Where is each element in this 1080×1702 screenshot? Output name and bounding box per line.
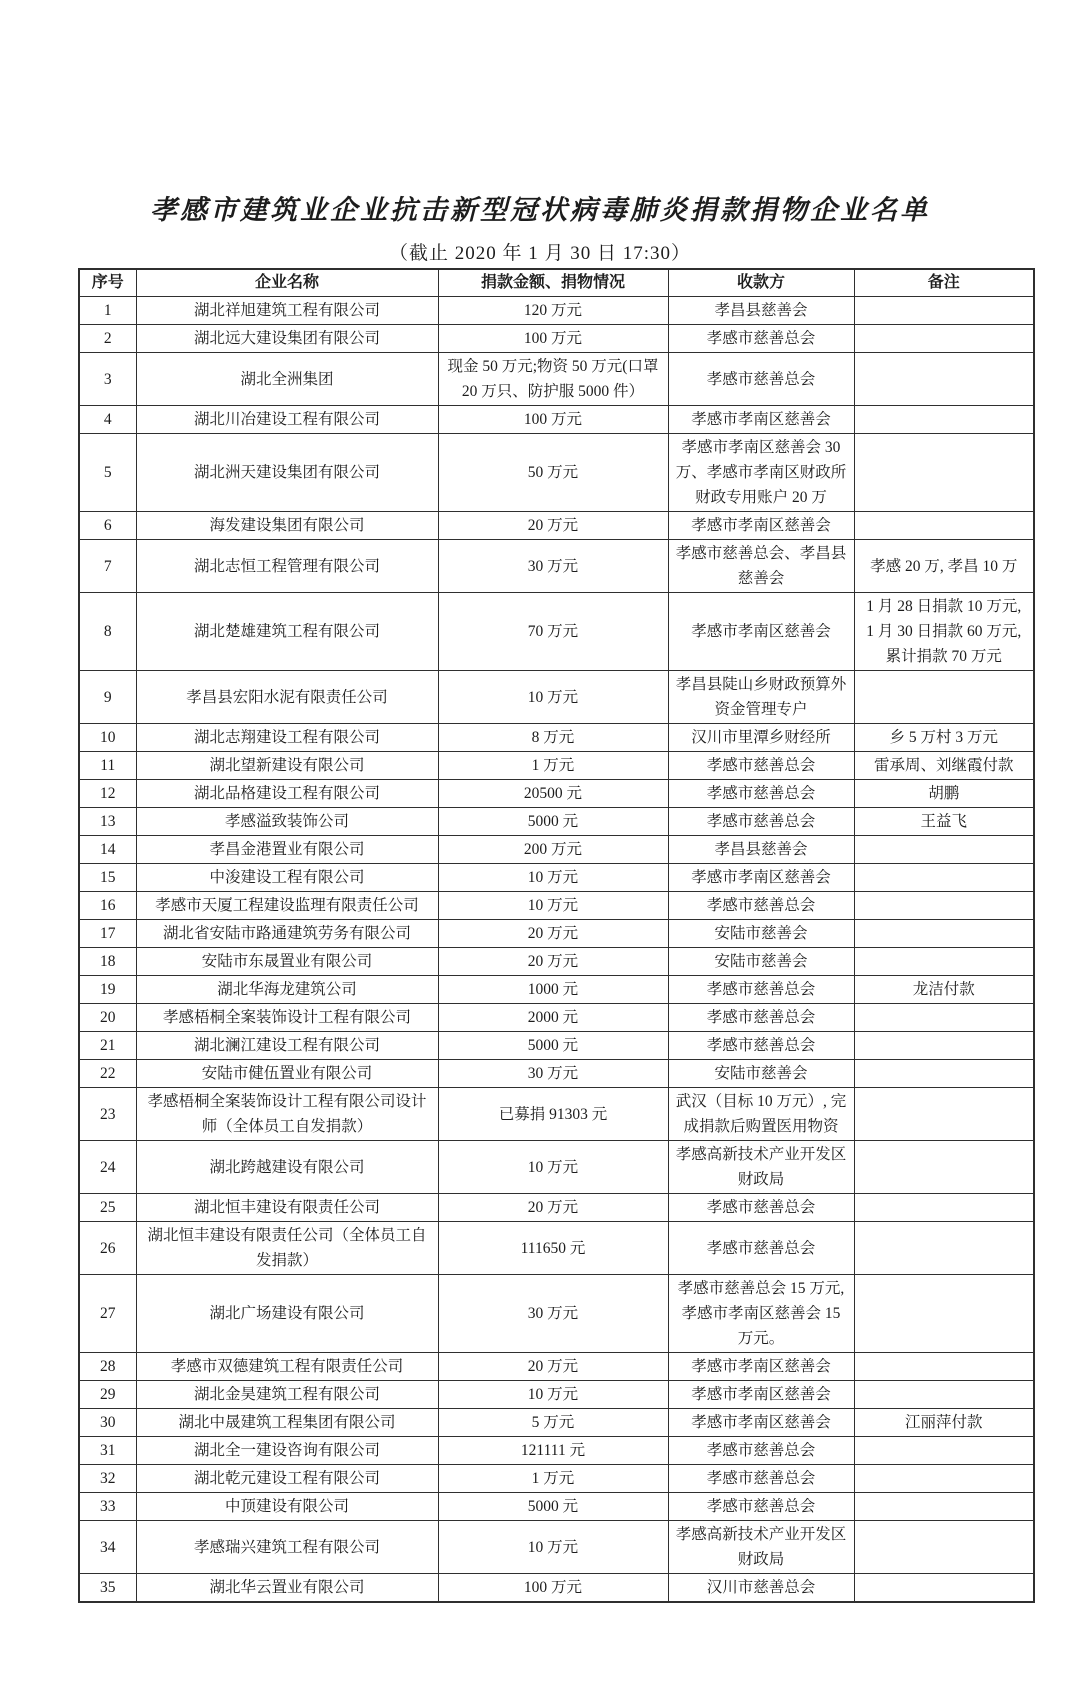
company-name: 中浚建设工程有限公司 (136, 864, 438, 892)
row-number: 15 (79, 864, 136, 892)
donation-amount: 50 万元 (438, 434, 668, 512)
table-row (79, 724, 1034, 752)
row-number: 34 (79, 1521, 136, 1574)
recipient: 孝昌县陡山乡财政预算外资金管理专户 (668, 671, 854, 724)
row-number: 27 (79, 1275, 136, 1353)
company-name: 湖北远大建设集团有限公司 (136, 325, 438, 353)
remark (854, 1574, 1034, 1603)
company-name: 孝感市天厦工程建设监理有限责任公司 (136, 892, 438, 920)
row-number: 3 (79, 353, 136, 406)
donation-amount: 现金 50 万元;物资 50 万元(口罩 20 万只、防护服 5000 件） (438, 353, 668, 406)
table-row (79, 920, 1034, 948)
donation-amount: 1 万元 (438, 752, 668, 780)
header-company-name: 企业名称 (136, 269, 438, 297)
donation-amount: 120 万元 (438, 297, 668, 325)
donation-amount: 20 万元 (438, 1194, 668, 1222)
company-name: 湖北省安陆市路通建筑劳务有限公司 (136, 920, 438, 948)
company-name: 湖北志翔建设工程有限公司 (136, 724, 438, 752)
remark (854, 948, 1034, 976)
donation-amount: 10 万元 (438, 671, 668, 724)
donation-amount: 30 万元 (438, 1275, 668, 1353)
row-number: 1 (79, 297, 136, 325)
donation-amount: 已募捐 91303 元 (438, 1088, 668, 1141)
recipient: 孝感市慈善总会 (668, 892, 854, 920)
recipient: 孝感市慈善总会 (668, 808, 854, 836)
row-number: 18 (79, 948, 136, 976)
recipient: 孝感市慈善总会 (668, 780, 854, 808)
company-name: 湖北全一建设咨询有限公司 (136, 1437, 438, 1465)
donation-amount: 121111 元 (438, 1437, 668, 1465)
company-name: 湖北川冶建设工程有限公司 (136, 406, 438, 434)
donation-amount: 30 万元 (438, 1060, 668, 1088)
row-number: 31 (79, 1437, 136, 1465)
row-number: 10 (79, 724, 136, 752)
row-number: 9 (79, 671, 136, 724)
company-name: 湖北恒丰建设有限责任公司（全体员工自发捐款） (136, 1222, 438, 1275)
row-number: 8 (79, 593, 136, 671)
donation-amount: 200 万元 (438, 836, 668, 864)
table-row (79, 512, 1034, 540)
recipient: 孝感市慈善总会 (668, 1465, 854, 1493)
remark (854, 1353, 1034, 1381)
page-title: 孝感市建筑业企业抗击新型冠状病毒肺炎捐款捐物企业名单 (150, 195, 930, 225)
company-name: 孝感溢致装饰公司 (136, 808, 438, 836)
row-number: 33 (79, 1493, 136, 1521)
row-number: 7 (79, 540, 136, 593)
recipient: 孝感市孝南区慈善会 30 万、孝感市孝南区财政所财政专用账户 20 万 (668, 434, 854, 512)
remark (854, 1465, 1034, 1493)
row-number: 4 (79, 406, 136, 434)
row-number: 2 (79, 325, 136, 353)
remark (854, 1060, 1034, 1088)
row-number: 6 (79, 512, 136, 540)
company-name: 海发建设集团有限公司 (136, 512, 438, 540)
header-recipient: 收款方 (668, 269, 854, 297)
row-number: 29 (79, 1381, 136, 1409)
recipient: 孝昌县慈善会 (668, 297, 854, 325)
donation-amount: 70 万元 (438, 593, 668, 671)
company-name: 中顶建设有限公司 (136, 1493, 438, 1521)
recipient: 孝感市慈善总会 (668, 353, 854, 406)
remark (854, 325, 1034, 353)
header-donation-amount: 捐款金额、捐物情况 (438, 269, 668, 297)
company-name: 湖北洲天建设集团有限公司 (136, 434, 438, 512)
table-row (79, 836, 1034, 864)
recipient: 孝感市慈善总会 (668, 1222, 854, 1275)
table-row (79, 593, 1034, 671)
remark (854, 836, 1034, 864)
company-name: 湖北澜江建设工程有限公司 (136, 1032, 438, 1060)
remark (854, 920, 1034, 948)
donation-amount: 100 万元 (438, 1574, 668, 1603)
remark (854, 297, 1034, 325)
remark: 孝感 20 万, 孝昌 10 万 (854, 540, 1034, 593)
row-number: 19 (79, 976, 136, 1004)
recipient: 孝感市孝南区慈善会 (668, 512, 854, 540)
donation-amount: 20 万元 (438, 920, 668, 948)
remark (854, 1032, 1034, 1060)
donation-amount: 5 万元 (438, 1409, 668, 1437)
table-row (79, 540, 1034, 593)
remark (854, 1493, 1034, 1521)
remark: 1 月 28 日捐款 10 万元, 1 月 30 日捐款 60 万元, 累计捐款 70 万元 (854, 593, 1034, 671)
table-row (79, 1222, 1034, 1275)
recipient: 孝感市孝南区慈善会 (668, 406, 854, 434)
table-row (79, 976, 1034, 1004)
donation-amount: 2000 元 (438, 1004, 668, 1032)
company-name: 安陆市健伍置业有限公司 (136, 1060, 438, 1088)
remark (854, 406, 1034, 434)
company-name: 湖北全洲集团 (136, 353, 438, 406)
remark (854, 1004, 1034, 1032)
donation-amount: 1 万元 (438, 1465, 668, 1493)
donation-table-body (79, 297, 1034, 1603)
row-number: 14 (79, 836, 136, 864)
donation-amount: 8 万元 (438, 724, 668, 752)
row-number: 32 (79, 1465, 136, 1493)
row-number: 12 (79, 780, 136, 808)
company-name: 孝昌金港置业有限公司 (136, 836, 438, 864)
remark (854, 434, 1034, 512)
donation-amount: 10 万元 (438, 1141, 668, 1194)
company-name: 湖北中晟建筑工程集团有限公司 (136, 1409, 438, 1437)
company-name: 孝感梧桐全案装饰设计工程有限公司 (136, 1004, 438, 1032)
remark (854, 1521, 1034, 1574)
row-number: 23 (79, 1088, 136, 1141)
row-number: 26 (79, 1222, 136, 1275)
donation-table (78, 268, 1035, 1603)
company-name: 安陆市东晟置业有限公司 (136, 948, 438, 976)
company-name: 湖北乾元建设工程有限公司 (136, 1465, 438, 1493)
recipient: 孝感市孝南区慈善会 (668, 864, 854, 892)
table-row (79, 1194, 1034, 1222)
donation-amount: 1000 元 (438, 976, 668, 1004)
donation-amount: 10 万元 (438, 1381, 668, 1409)
table-row (79, 808, 1034, 836)
header-remark: 备注 (854, 269, 1034, 297)
row-number: 25 (79, 1194, 136, 1222)
table-row (79, 1275, 1034, 1353)
company-name: 湖北华海龙建筑公司 (136, 976, 438, 1004)
remark (854, 1088, 1034, 1141)
recipient: 汉川市慈善总会 (668, 1574, 854, 1603)
donation-amount: 5000 元 (438, 1493, 668, 1521)
recipient: 孝感市慈善总会 15 万元, 孝感市孝南区慈善会 15 万元。 (668, 1275, 854, 1353)
recipient: 汉川市里潭乡财经所 (668, 724, 854, 752)
company-name: 湖北楚雄建筑工程有限公司 (136, 593, 438, 671)
recipient: 安陆市慈善会 (668, 920, 854, 948)
remark (854, 512, 1034, 540)
donation-amount: 5000 元 (438, 808, 668, 836)
company-name: 湖北华云置业有限公司 (136, 1574, 438, 1603)
table-row (79, 752, 1034, 780)
remark (854, 1222, 1034, 1275)
remark (854, 892, 1034, 920)
recipient: 孝感市慈善总会 (668, 1032, 854, 1060)
donation-amount: 20500 元 (438, 780, 668, 808)
company-name: 湖北望新建设有限公司 (136, 752, 438, 780)
company-name: 湖北祥旭建筑工程有限公司 (136, 297, 438, 325)
donation-amount: 10 万元 (438, 1521, 668, 1574)
row-number: 21 (79, 1032, 136, 1060)
recipient: 孝昌县慈善会 (668, 836, 854, 864)
recipient: 孝感市慈善总会 (668, 325, 854, 353)
remark: 胡鹏 (854, 780, 1034, 808)
table-row (79, 1574, 1034, 1603)
donation-amount: 100 万元 (438, 325, 668, 353)
remark (854, 1381, 1034, 1409)
remark: 乡 5 万村 3 万元 (854, 724, 1034, 752)
recipient: 武汉（目标 10 万元）, 完成捐款后购置医用物资 (668, 1088, 854, 1141)
table-row (79, 864, 1034, 892)
recipient: 孝感市孝南区慈善会 (668, 593, 854, 671)
remark (854, 1275, 1034, 1353)
table-row (79, 1141, 1034, 1194)
table-row (79, 671, 1034, 724)
donation-amount: 30 万元 (438, 540, 668, 593)
table-row (79, 406, 1034, 434)
donation-amount: 10 万元 (438, 864, 668, 892)
table-row (79, 1465, 1034, 1493)
company-name: 孝昌县宏阳水泥有限责任公司 (136, 671, 438, 724)
table-row (79, 1493, 1034, 1521)
recipient: 孝感市孝南区慈善会 (668, 1409, 854, 1437)
table-row (79, 353, 1034, 406)
donation-amount: 111650 元 (438, 1222, 668, 1275)
table-row (79, 1004, 1034, 1032)
company-name: 湖北恒丰建设有限责任公司 (136, 1194, 438, 1222)
remark (854, 671, 1034, 724)
donation-amount: 10 万元 (438, 892, 668, 920)
remark: 龙洁付款 (854, 976, 1034, 1004)
donation-amount: 5000 元 (438, 1032, 668, 1060)
company-name: 湖北广场建设有限公司 (136, 1275, 438, 1353)
table-row (79, 1437, 1034, 1465)
table-row (79, 1088, 1034, 1141)
donation-amount: 20 万元 (438, 512, 668, 540)
header-row-number: 序号 (79, 269, 136, 297)
remark (854, 1141, 1034, 1194)
recipient: 孝感市慈善总会 (668, 752, 854, 780)
row-number: 30 (79, 1409, 136, 1437)
recipient: 孝感市孝南区慈善会 (668, 1381, 854, 1409)
row-number: 13 (79, 808, 136, 836)
table-row (79, 1521, 1034, 1574)
recipient: 孝感市慈善总会 (668, 1493, 854, 1521)
remark: 王益飞 (854, 808, 1034, 836)
remark (854, 864, 1034, 892)
donation-amount: 20 万元 (438, 948, 668, 976)
company-name: 孝感梧桐全案装饰设计工程有限公司设计师（全体员工自发捐款） (136, 1088, 438, 1141)
table-header-row (79, 269, 1034, 297)
table-row (79, 1353, 1034, 1381)
donation-amount: 20 万元 (438, 1353, 668, 1381)
table-row (79, 434, 1034, 512)
page-subtitle: （截止 2020 年 1 月 30 日 17:30） (388, 243, 692, 264)
recipient: 孝感市慈善总会 (668, 1004, 854, 1032)
recipient: 安陆市慈善会 (668, 948, 854, 976)
company-name: 湖北跨越建设有限公司 (136, 1141, 438, 1194)
table-row (79, 948, 1034, 976)
donation-amount: 100 万元 (438, 406, 668, 434)
company-name: 湖北志恒工程管理有限公司 (136, 540, 438, 593)
row-number: 5 (79, 434, 136, 512)
company-name: 湖北金昊建筑工程有限公司 (136, 1381, 438, 1409)
remark: 江丽萍付款 (854, 1409, 1034, 1437)
row-number: 20 (79, 1004, 136, 1032)
recipient: 孝感市慈善总会 (668, 1194, 854, 1222)
recipient: 孝感市孝南区慈善会 (668, 1353, 854, 1381)
remark (854, 1194, 1034, 1222)
row-number: 35 (79, 1574, 136, 1603)
table-row (79, 325, 1034, 353)
company-name: 湖北品格建设工程有限公司 (136, 780, 438, 808)
remark (854, 353, 1034, 406)
row-number: 11 (79, 752, 136, 780)
company-name: 孝感市双德建筑工程有限责任公司 (136, 1353, 438, 1381)
table-row (79, 1060, 1034, 1088)
table-row (79, 780, 1034, 808)
recipient: 安陆市慈善会 (668, 1060, 854, 1088)
recipient: 孝感市慈善总会、孝昌县慈善会 (668, 540, 854, 593)
recipient: 孝感市慈善总会 (668, 976, 854, 1004)
table-row (79, 892, 1034, 920)
table-row (79, 1032, 1034, 1060)
table-row (79, 1409, 1034, 1437)
row-number: 22 (79, 1060, 136, 1088)
remark: 雷承周、刘继霞付款 (854, 752, 1034, 780)
remark (854, 1437, 1034, 1465)
recipient: 孝感高新技术产业开发区财政局 (668, 1141, 854, 1194)
row-number: 24 (79, 1141, 136, 1194)
table-row (79, 297, 1034, 325)
recipient: 孝感市慈善总会 (668, 1437, 854, 1465)
table-row (79, 1381, 1034, 1409)
recipient: 孝感高新技术产业开发区财政局 (668, 1521, 854, 1574)
company-name: 孝感瑞兴建筑工程有限公司 (136, 1521, 438, 1574)
row-number: 28 (79, 1353, 136, 1381)
row-number: 17 (79, 920, 136, 948)
row-number: 16 (79, 892, 136, 920)
